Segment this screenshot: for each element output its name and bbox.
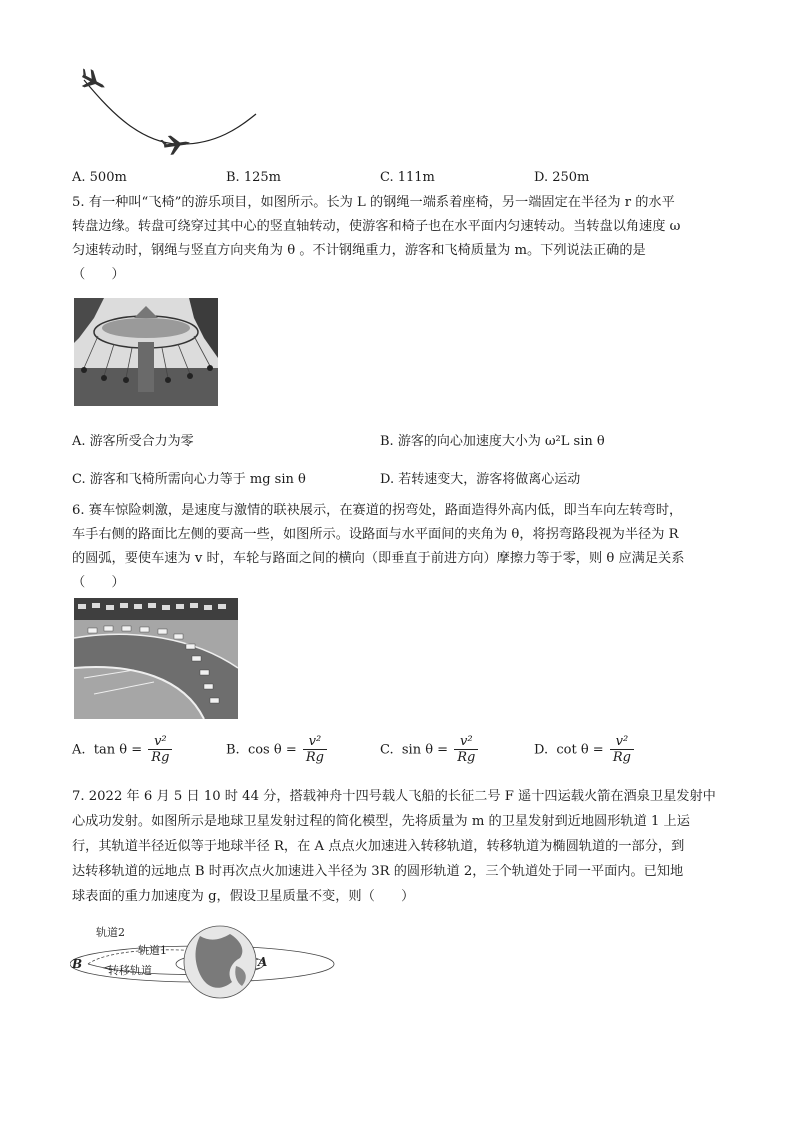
q6-text-line: 6. 赛车惊险刺激，是速度与激情的联袂展示，在赛道的拐弯处，路面造得外高内低，即当车向左转弯时， bbox=[72, 503, 683, 518]
point-b-label: B bbox=[72, 957, 83, 971]
formula-fraction: $\frac{\text{v²}}{Rg}$ bbox=[454, 734, 478, 766]
airplane-icon bbox=[76, 66, 109, 96]
q4-option-a: A. 500m bbox=[72, 170, 127, 185]
q4-option-c: C. 111m bbox=[380, 170, 435, 185]
q6-option-b: B. cos θ = $\frac{\text{v²}}{Rg}$ bbox=[226, 734, 327, 766]
formula-func: tan θ = bbox=[93, 742, 143, 758]
transfer-orbit-label: 转移轨道 bbox=[108, 964, 152, 977]
q7-text-line: 球表面的重力加速度为 g，假设卫星质量不变，则（ ） bbox=[72, 889, 415, 904]
q7-text-line: 行，其轨道半径近似等于地球半径 R，在 A 点点火加速进入转移轨道，转移轨道为椭圆轨道的一部分，到 bbox=[72, 839, 685, 854]
q6-option-d: D. cot θ = $\frac{\text{v²}}{Rg}$ bbox=[534, 734, 634, 766]
q5-option-c: C. 游客和飞椅所需向心力等于 mg sin θ bbox=[72, 472, 306, 487]
q5-text-line: （ ） bbox=[72, 267, 125, 282]
airplane-trajectory-figure bbox=[76, 66, 266, 166]
formula-fraction: $\frac{\text{v²}}{Rg}$ bbox=[148, 734, 172, 766]
q5-option-d: D. 若转速变大，游客将做离心运动 bbox=[380, 472, 581, 487]
formula-func: sin θ = bbox=[401, 742, 449, 758]
q4-option-d: D. 250m bbox=[534, 170, 590, 185]
formula-fraction: $\frac{\text{v²}}{Rg}$ bbox=[303, 734, 327, 766]
point-a-label: A bbox=[258, 955, 268, 969]
swing-ride-photo bbox=[74, 298, 218, 406]
q7-text-line: 心成功发射。如图所示是地球卫星发射过程的简化模型，先将质量为 m 的卫星发射到近地圆形轨道 1 上运 bbox=[72, 814, 690, 829]
race-track-photo bbox=[74, 598, 238, 719]
q6-text-line: 的圆弧，要使车速为 v 时，车轮与路面之间的横向（即垂直于前进方向）摩擦力等于零，则 θ 应满足关系 bbox=[72, 551, 685, 566]
earth-icon bbox=[184, 926, 256, 998]
q7-text-line: 达转移轨道的远地点 B 时再次点火加速进入半径为 3R 的圆形轨道 2，三个轨道处于同一平面内。已知地 bbox=[72, 864, 684, 879]
q5-option-b: B. 游客的向心加速度大小为 ω²L sin θ bbox=[380, 434, 605, 449]
q5-option-a: A. 游客所受合力为零 bbox=[72, 434, 194, 449]
q4-option-b: B. 125m bbox=[226, 170, 281, 185]
formula-func: cos θ = bbox=[247, 742, 297, 758]
orbit-diagram bbox=[70, 922, 342, 1004]
q5-text-line: 5. 有一种叫“飞椅”的游乐项目，如图所示。长为 L 的钢绳一端系着座椅，另一端固定在半径为 r 的水平 bbox=[72, 195, 675, 210]
orbit2-label: 轨道2 bbox=[96, 926, 125, 939]
q6-text-line: （ ） bbox=[72, 575, 125, 590]
q6-option-a: A. tan θ = $\frac{\text{v²}}{Rg}$ bbox=[72, 734, 172, 766]
q6-text-line: 车手右侧的路面比左侧的要高一些，如图所示。设路面与水平面间的夹角为 θ，将拐弯路段视为半径为 R bbox=[72, 527, 679, 542]
q6-option-c: C. sin θ = $\frac{\text{v²}}{Rg}$ bbox=[380, 734, 478, 766]
q5-text-line: 匀速转动时，钢绳与竖直方向夹角为 θ 。不计钢绳重力，游客和飞椅质量为 m。下列说法正确的是 bbox=[72, 243, 646, 258]
q7-text-line: 7. 2022 年 6 月 5 日 10 时 44 分，搭载神舟十四号载人飞船的长征二号 F 遥十四运载火箭在酒泉卫星发射中 bbox=[72, 789, 716, 804]
q5-text-line: 转盘边缘。转盘可绕穿过其中心的竖直轴转动，使游客和椅子也在水平面内匀速转动。当转盘以角速度 ω bbox=[72, 219, 681, 234]
orbit1-label: 轨道1 bbox=[138, 944, 167, 957]
formula-func: cot θ = bbox=[556, 742, 604, 758]
formula-fraction: $\frac{\text{v²}}{Rg}$ bbox=[610, 734, 634, 766]
